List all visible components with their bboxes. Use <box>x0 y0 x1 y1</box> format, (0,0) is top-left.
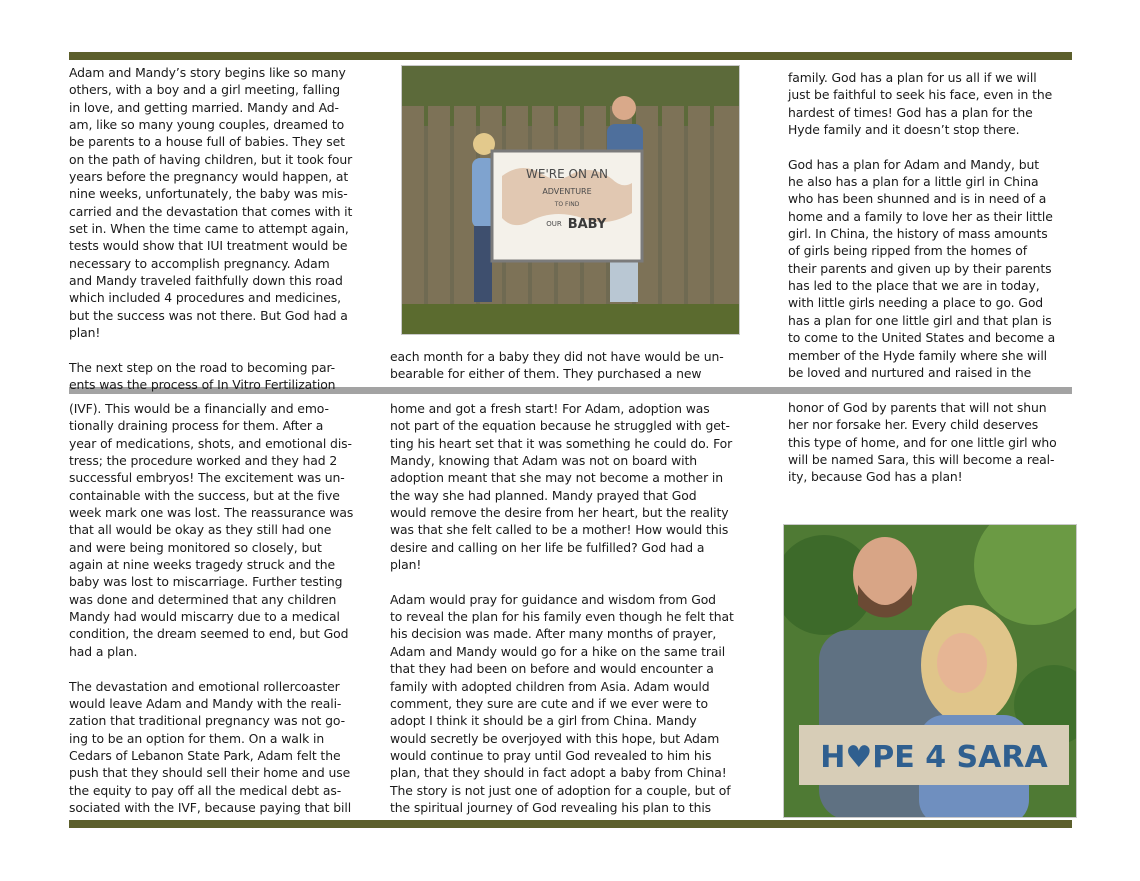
svg-text:OUR: OUR <box>546 220 562 228</box>
svg-text:BABY: BABY <box>567 217 607 232</box>
couple-holding-map-sign-icon <box>402 66 739 334</box>
couple-with-adventure-sign-photo <box>401 65 740 335</box>
couple-holding-hope-sara-sign-icon <box>784 525 1076 817</box>
column-1-top-text: Adam and Mandy’s story begins like so many others, with a boy and a girl meeting, falling in love, and getting married. Mandy and Ad- am, like so many young couples, dreamed to be parents to a house full of babies. They set on the path of having children, but it took four years before the pregnancy would happen, at nine weeks, unfortunately, the baby was mis- carried and the devastation that comes with it set in. When the time came to attempt again, tests would show that IUI treatment would be necessary to accomplish pregnancy. Adam and Mandy traveled faithfully down this road which included 4 procedures and medicines, but the success was not there. But God had a plan! The next step on the road to becoming par- ents was the process of In Vitro Fertilization <box>69 65 353 393</box>
column-2-bottom-text: home and got a fresh start! For Adam, adoption was not part of the equation because he struggled with get- ting his heart set that it was something he could do. For Mandy, knowing that Adam was not on board with adoption meant that she may not become a mother in the way she had planned. Mandy prayed that God would remove the desire from her heart, but the reality was that she felt called to be a mother! How would this desire and calling on her life be fulfilled? God had a plan! Adam would pray for guidance and wisdom from God to reveal the plan for his family even though he felt that his decision was made. After many months of prayer, Adam and Mandy would go for a hike on the same trail that they had been on before and would encounter a family with adopted children from Asia. Adam would comment, they sure are cute and if we ever were to adopt I think it should be a girl from China. Mandy would secretly be overjoyed with this hope, but Adam would continue to pray until God revealed to him his plan, that they should in fact adopt a baby from China! The story is not just one of adoption for a couple, but of the spiritual journey of God revealing his plan to this <box>390 401 734 815</box>
column-3-top-text: family. God has a plan for us all if we will just be faithful to seek his face, even in the hardest of times! God has a plan for the Hyde family and it doesn’t stop there. God has a plan for Adam and Mandy, but he also has a plan for a little girl in China who has been shunned and is in need of a home and a family to love her as their little girl. In China, the history of mass amounts of girls being ripped from the homes of their parents and given up by their parents has led to the place that we are in today, with little girls needing a place to go. God has a plan for one little girl and that plan is to come to the United States and become a member of the Hyde family where she will be loved and nurtured and raised in the <box>788 70 1056 380</box>
column-2-top-text: each month for a baby they did not have would be un- bearable for either of them. They purchased a new <box>390 349 724 382</box>
svg-text:WE'RE ON AN: WE'RE ON AN <box>526 167 608 181</box>
bottom-rule <box>69 820 1072 828</box>
couple-with-hope-sara-sign-photo <box>783 524 1077 818</box>
column-3-bottom-text: honor of God by parents that will not shun her nor forsake her. Every child deserves this type of home, and for one little girl who will be named Sara, this will become a real- ity, because God has a plan! <box>788 400 1057 485</box>
top-rule <box>69 52 1072 60</box>
column-1-bottom-text: (IVF). This would be a financially and emo- tionally draining process for them. After a year of medications, shots, and emotional dis- tress; the procedure worked and they had 2 successful embryos! The excitement was un- containable with the success, but at the five week mark one was lost. The reassurance was that all would be okay as they still had one and were being monitored so closely, but again at nine weeks tragedy struck and the baby was lost to miscarriage. Further testing was done and determined that any children Mandy had would miscarry due to a medical condition, the dream seemed to end, but God had a plan. The devastation and emotional rollercoaster would leave Adam and Mandy with the reali- zation that traditional pregnancy was not go- ing to be an option for them. On a walk in Cedars of Lebanon State Park, Adam felt the push that they should sell their home and use the equity to pay off all the medical debt as- sociated with the IVF, because paying that bill <box>69 401 354 815</box>
svg-text:TO FIND: TO FIND <box>554 201 580 208</box>
svg-text:H♥PE 4 SARA: H♥PE 4 SARA <box>820 740 1048 775</box>
svg-text:ADVENTURE: ADVENTURE <box>542 187 592 196</box>
